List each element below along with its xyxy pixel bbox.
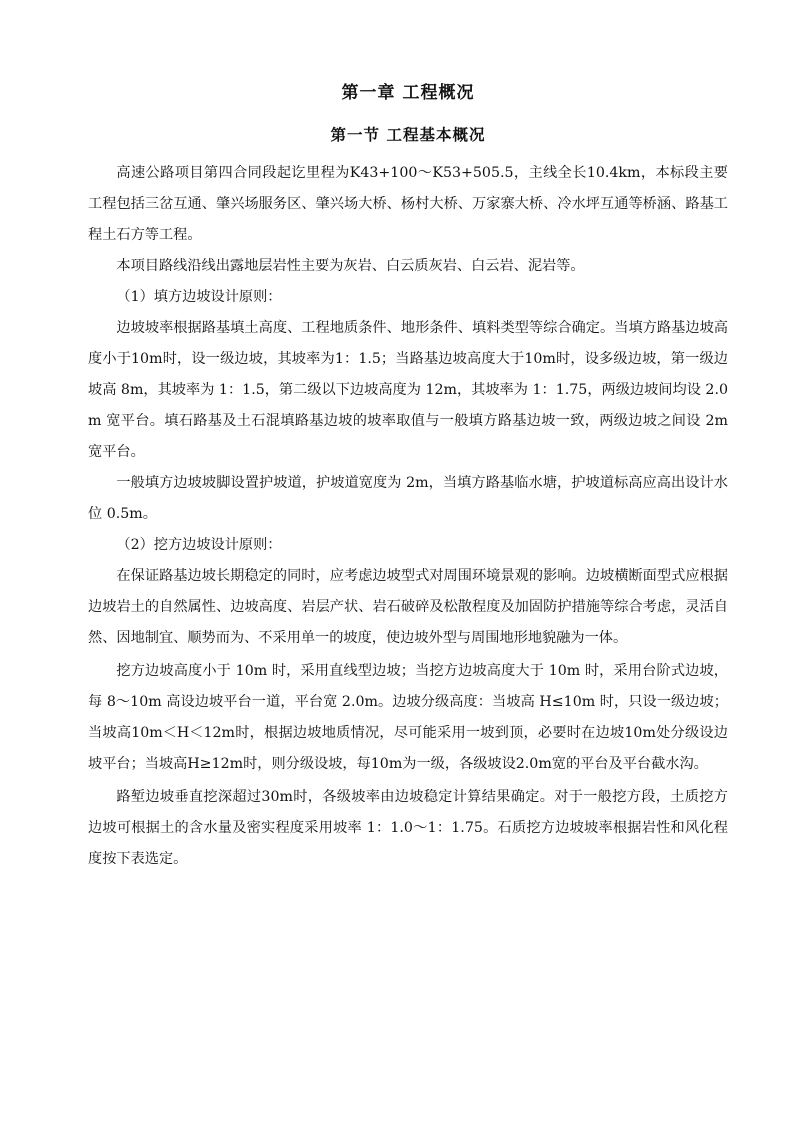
- heading-cut-slope-principles: （2）挖方边坡设计原则：: [116, 537, 282, 553]
- paragraph-berm: 一般填方边坡坡脚设置护坡道，护坡道宽度为 2m，当填方路基临水塘，护坡道标高应高出设计水位 0.5m。: [88, 475, 728, 522]
- paragraph-cut-slope-landscape: 在保证路基边坡长期稳定的同时，应考虑边坡型式对周围环境景观的影响。边坡横断面型式应根据边坡岩土的自然属性、边坡高度、岩层产状、岩石破碎及松散程度及加固防护措施等综合考虑，灵活自然、因地制宜、顺势而为、不采用单一的坡度，使边坡外型与周围地形地貌融为一体。: [88, 568, 728, 646]
- section-title: 第一节 工程基本概况: [330, 126, 486, 144]
- paragraph-project-overview: 高速公路项目第四合同段起讫里程为K43+100～K53+505.5，主线全长10.4km，本标段主要工程包括三岔互通、肇兴场服务区、肇兴场大桥、杨村大桥、万家寨大桥、冷水坪互通等桥涵、路基工程土石方等工程。: [88, 165, 728, 243]
- heading-fill-slope-principles: （1）填方边坡设计原则：: [116, 289, 282, 305]
- paragraph-cut-slope-ratio: 路堑边坡垂直挖深超过30m时，各级坡率由边坡稳定计算结果确定。对于一般挖方段，土质挖方边坡可根据土的含水量及密实程度采用坡率 1：1.0～1：1.75。石质挖方边坡坡率根据岩性和风化程度按下表选定。: [88, 789, 728, 867]
- chapter-title: 第一章 工程概况: [341, 83, 475, 103]
- paragraph-fill-slope-ratio: 边坡坡率根据路基填土高度、工程地质条件、地形条件、填料类型等综合确定。当填方路基边坡高度小于10m时，设一级边坡，其坡率为1：1.5；当路基边坡高度大于10m时，设多级边坡，第一级边坡高 8m，其坡率为 1：1.5，第二级以下边坡高度为 12m，其坡率为 1：1.75，两级边坡间均设 2.0m 宽平台。填石路基及土石混填路基边坡的坡率取值与一般填方路基边坡一致，两级边坡之间设 2m 宽平台。: [88, 320, 728, 460]
- paragraph-geology: 本项目路线沿线出露地层岩性主要为灰岩、白云质灰岩、白云岩、泥岩等。: [116, 258, 585, 274]
- document-page: [88, 70, 728, 875]
- paragraph-cut-slope-height: 挖方边坡高度小于 10m 时，采用直线型边坡；当挖方边坡高度大于 10m 时，采用台阶式边坡，每 8～10m 高设边坡平台一道，平台宽 2.0m。边坡分级高度：当坡高 H≤10m 时，只设一级边坡；当坡高10m＜H＜12m时，根据边坡地质情况，尽可能采用一坡到顶，必要时在边坡10m处分级设边坡平台；当坡高H≥12m时，则分级设坡，每10m为一级，各级坡设2.0m宽的平台及平台截水沟。: [88, 663, 728, 772]
